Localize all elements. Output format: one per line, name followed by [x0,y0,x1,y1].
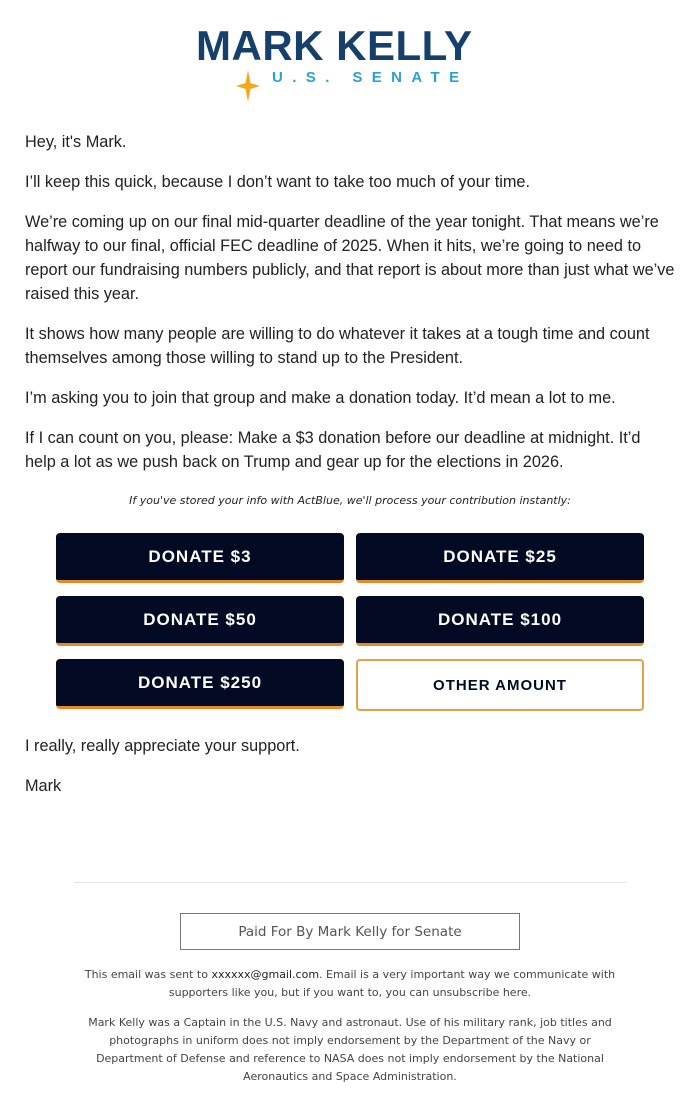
thanks-text: I really, really appreciate your support. [25,737,300,755]
recipient-email[interactable]: xxxxxx@gmail.com [211,968,320,981]
signoff-text: Mark [25,777,62,795]
paid-for-box: Paid For By Mark Kelly for Senate [180,913,520,950]
paragraph-3: It shows how many people are willing to do whatever it takes at a tough time and count themselves among those willing to stand up to the President. [25,325,650,367]
footer-divider [74,882,626,883]
disclaimer-text: Mark Kelly was a Captain in the U.S. Navy and astronaut. Use of his military rank, job titles and photographs in uniform does not imply endorsement by the Department of the Navy or Department of Defense and reference to NASA does not imply endorsement by the National Aeronautics and Space Administration. [88,1016,612,1083]
paragraph-5: If I can count on you, please: Make a $3 donation before our deadline at midnight. It’d help a lot as we push back on Trump and gear up for the elections in 2026. [25,429,641,471]
greeting: Hey, it's Mark. [25,133,127,151]
sent-to-notice [75,966,625,1002]
paragraph-2: We’re coming up on our final mid-quarter deadline of the year tonight. That means we’re halfway to our final, official FEC deadline of 2025. When it hits, we’re going to need to report our fundraising numbers publicly, and that report is about more than just what we’ve raised this year. [25,213,675,303]
closing [25,734,675,814]
donate-250-button[interactable]: DONATE $250 [56,659,344,709]
donate-100-button[interactable]: DONATE $100 [356,596,644,646]
actblue-note: If you've stored your info with ActBlue, we'll process your contribution instantly: [129,494,571,507]
email-body [25,130,675,490]
email-header [0,0,700,100]
donate-50-button[interactable]: DONATE $50 [56,596,344,646]
paragraph-4: I’m asking you to join that group and make a donation today. It’d mean a lot to me. [25,389,616,407]
sent-suffix: . Email is a very important way we communicate with supporters like you, but if you want to, you can unsubscribe here. [168,968,616,999]
star-icon [236,70,260,102]
sent-prefix: This email was sent to [84,968,212,981]
donate-3-button[interactable]: DONATE $3 [56,533,344,583]
paragraph-1: I’ll keep this quick, because I don’t want to take too much of your time. [25,173,530,191]
logo-subtitle-text: U.S. SENATE [272,69,469,86]
donate-25-button[interactable]: DONATE $25 [356,533,644,583]
mark-kelly-logo [196,24,506,88]
logo-name-text: MARK KELLY [196,22,473,69]
other-amount-button[interactable]: OTHER AMOUNT [356,659,644,711]
